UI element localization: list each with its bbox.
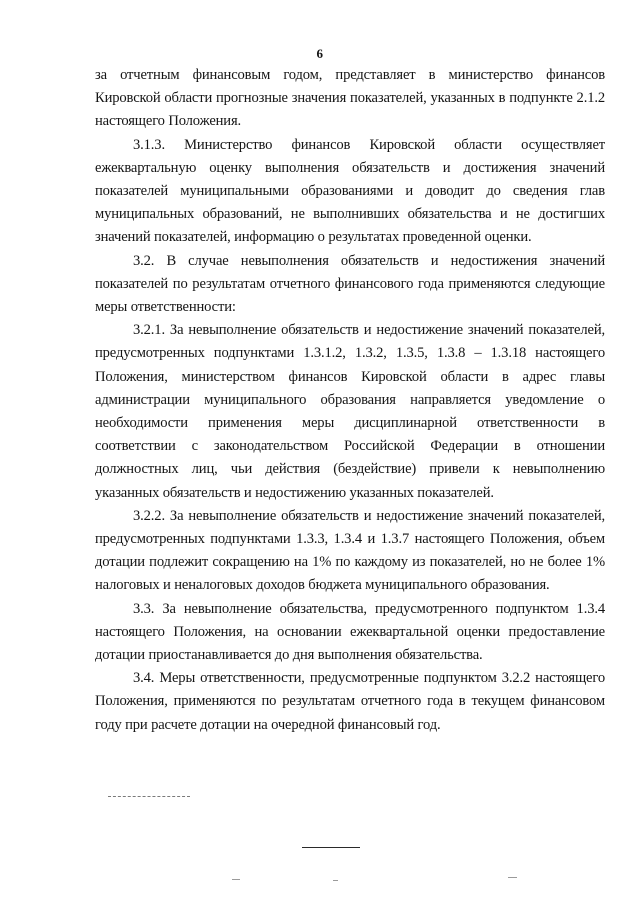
paragraph-3-4: 3.4. Меры ответственности, предусмотренные подпунктом 3.2.2 настоящего Положения, применяются по результатам отчетного года в текущем финансовом году при расчете дотации на очередной финансовый год. [95, 670, 605, 733]
scan-speck [232, 879, 240, 880]
paragraph-3-2-2: 3.2.2. За невыполнение обязательств и недостижение значений показателей, предусмотренных подпунктами 1.3.3, 1.3.4 и 1.3.7 настоящего Положения, объем дотации подлежит сокращению на 1% по каждому из показателей, но не более 1% налоговых и неналоговых доходов бюджета муниципального образования. [95, 507, 605, 594]
paragraph-3-3: 3.3. За невыполнение обязательства, предусмотренного подпунктом 1.3.4 настоящего Положения, на основании ежеквартальной оценки предоставление дотации приостанавливается до дня выполнения обязательства. [95, 600, 605, 664]
scan-speck [508, 877, 517, 878]
scan-artifact-dashes [108, 796, 190, 798]
paragraph-continuation: за отчетным финансовым годом, представляет в министерство финансов Кировской области прогнозные значения показателей, указанных в подпункте 2.1.2 настоящего Положения. [95, 67, 605, 130]
paragraph-3-2: 3.2. В случае невыполнения обязательств и недостижения значений показателей по результатам отчетного финансового года применяются следующие меры ответственности: [95, 252, 605, 316]
page-number: 6 [316, 46, 324, 61]
paragraph-3-2-1: 3.2.1. За невыполнение обязательств и недостижение значений показателей, предусмотренных подпунктами 1.3.1.2, 1.3.2, 1.3.5, 1.3.8 – 1.3.18 настоящего Положения, министерством финансов Кировской области в адрес главы администрации муниципального образования направляется уведомление о необходимости применения меры дисциплинарной ответственности в соответствии с законодательством Российской Федерации в отношении должностных лиц, чьи действия (бездействие) привели к невыполнению указанных обязательств и недостижению указанных показателей. [95, 322, 605, 501]
scan-speck [333, 880, 338, 881]
paragraph-3-1-3: 3.1.3. Министерство финансов Кировской области осуществляет ежеквартальную оценку выполнения обязательств и достижения значений показателей муниципальными образованиями и доводит до сведения глав муниципальных образований, не выполнивших обязательства и не достигших значений показателей, информацию о результатах проведенной оценки. [95, 136, 605, 246]
document-body [95, 64, 605, 737]
end-of-text-separator [302, 847, 360, 848]
